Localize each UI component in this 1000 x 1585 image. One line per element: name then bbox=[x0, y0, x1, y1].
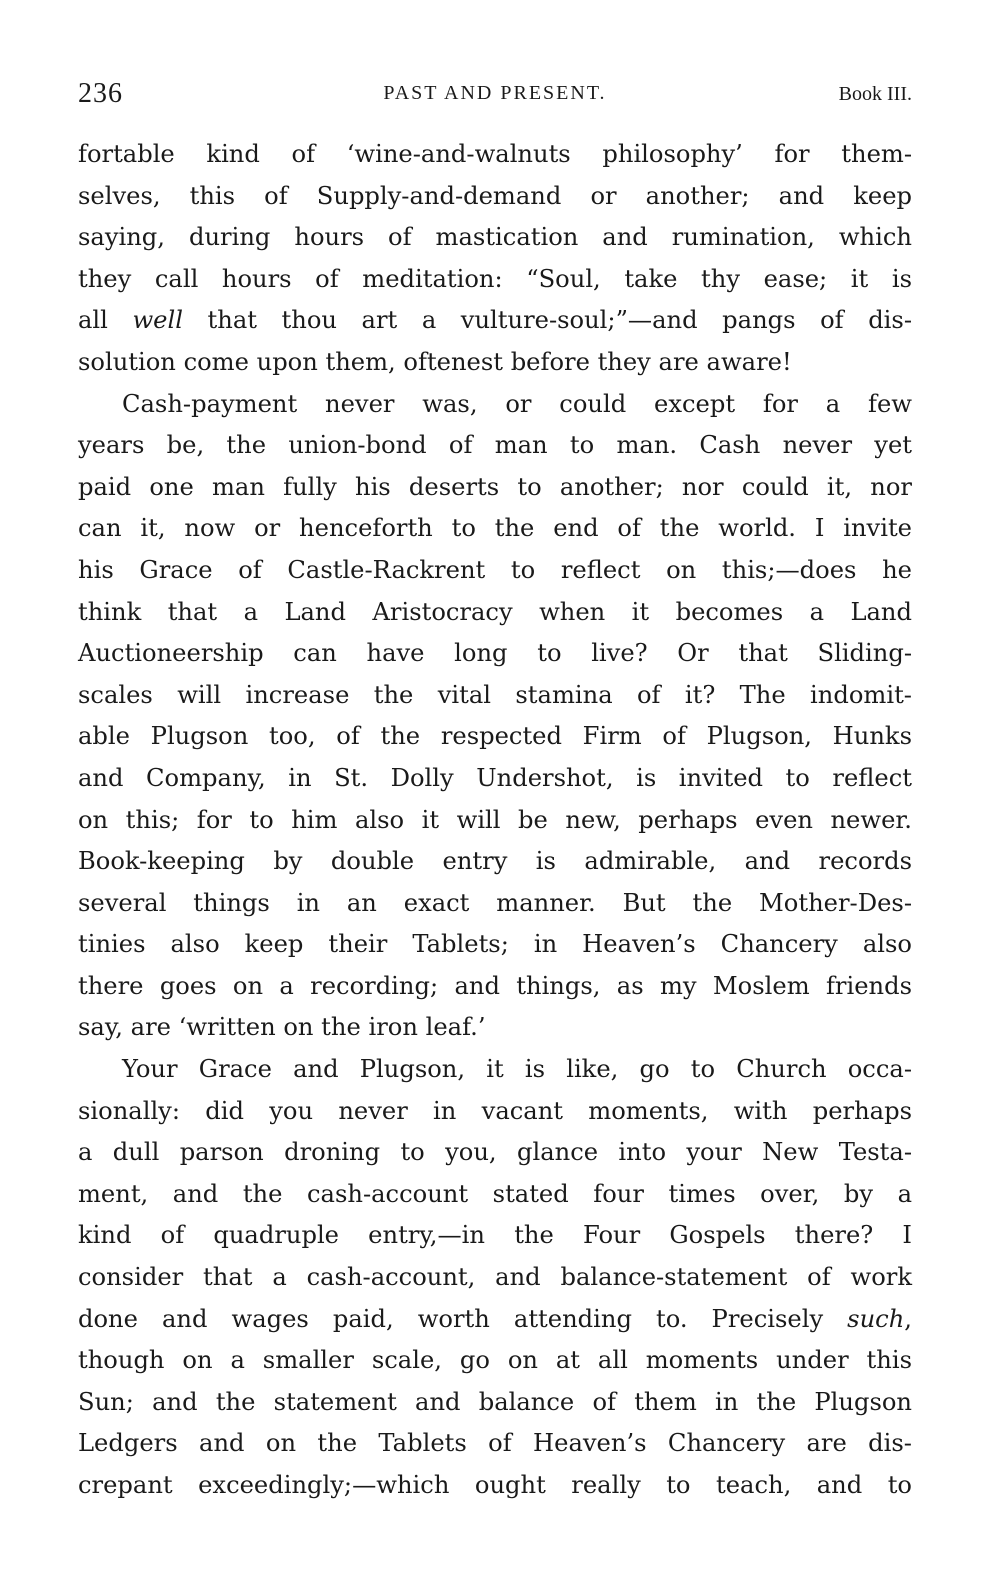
text-line: Sun; and the statement and balance of them in the Plugson bbox=[78, 1387, 912, 1416]
text-line: selves, this of Supply-and-demand or another; and keep bbox=[78, 181, 912, 210]
text-line: kind of quadruple entry,—in the Four Gospels there? I bbox=[78, 1221, 912, 1250]
paragraph bbox=[78, 134, 912, 384]
body-text bbox=[78, 134, 912, 1507]
text-line: though on a smaller scale, go on at all moments under this bbox=[78, 1346, 912, 1375]
text-line: consider that a cash-account, and balance-statement of work bbox=[78, 1263, 912, 1292]
paragraph bbox=[78, 1049, 912, 1507]
text-line: all well that thou art a vulture-soul;”—and pangs of dis- bbox=[78, 306, 912, 335]
text-line: his Grace of Castle-Rackrent to reflect on this;—does he bbox=[78, 555, 912, 584]
text-line: tinies also keep their Tablets; in Heaven’s Chancery also bbox=[78, 930, 912, 959]
text-line: done and wages paid, worth attending to. Precisely such, bbox=[78, 1304, 912, 1333]
paragraph bbox=[78, 384, 912, 1050]
text-line: Ledgers and on the Tablets of Heaven’s Chancery are dis- bbox=[78, 1429, 912, 1458]
text-line: years be, the union-bond of man to man. Cash never yet bbox=[78, 431, 912, 460]
text-line: Book-keeping by double entry is admirable, and records bbox=[78, 847, 912, 876]
page-number: 236 bbox=[78, 78, 123, 109]
text-line: ment, and the cash-account stated four times over, by a bbox=[78, 1179, 912, 1208]
text-line: they call hours of meditation: “Soul, take thy ease; it is bbox=[78, 264, 912, 293]
text-line: Cash-payment never was, or could except for a few bbox=[122, 389, 912, 418]
book-label: Book III. bbox=[838, 83, 912, 105]
text-line: scales will increase the vital stamina of it? The indomit- bbox=[78, 680, 912, 709]
text-line: paid one man fully his deserts to another; nor could it, nor bbox=[78, 472, 912, 501]
text-line: solution come upon them, oftenest before they are aware! bbox=[78, 347, 792, 376]
text-line: crepant exceedingly;—which ought really to teach, and to bbox=[78, 1471, 912, 1499]
text-line: able Plugson too, of the respected Firm of Plugson, Hunks bbox=[78, 722, 912, 751]
text-line: a dull parson droning to you, glance into your New Testa- bbox=[78, 1138, 912, 1167]
text-line: saying, during hours of mastication and rumination, which bbox=[78, 223, 912, 252]
text-line: and Company, in St. Dolly Undershot, is invited to reflect bbox=[78, 763, 912, 792]
text-line: on this; for to him also it will be new, perhaps even newer. bbox=[78, 805, 912, 834]
text-line: say, are ‘written on the iron leaf.’ bbox=[78, 1013, 486, 1042]
text-line: Auctioneership can have long to live? Or that Sliding- bbox=[78, 639, 912, 668]
text-line: fortable kind of ‘wine-and-walnuts philosophy’ for them- bbox=[78, 140, 912, 168]
text-line: Your Grace and Plugson, it is like, go to Church occa- bbox=[122, 1055, 912, 1084]
text-line: there goes on a recording; and things, as my Moslem friends bbox=[78, 971, 912, 1000]
running-title: PAST AND PRESENT. bbox=[383, 82, 607, 104]
text-line: think that a Land Aristocracy when it becomes a Land bbox=[78, 597, 912, 626]
text-line: sionally: did you never in vacant moments, with perhaps bbox=[78, 1096, 912, 1125]
text-line: several things in an exact manner. But the Mother-Des- bbox=[78, 888, 912, 917]
running-head bbox=[78, 78, 912, 118]
text-line: can it, now or henceforth to the end of the world. I invite bbox=[78, 514, 912, 543]
